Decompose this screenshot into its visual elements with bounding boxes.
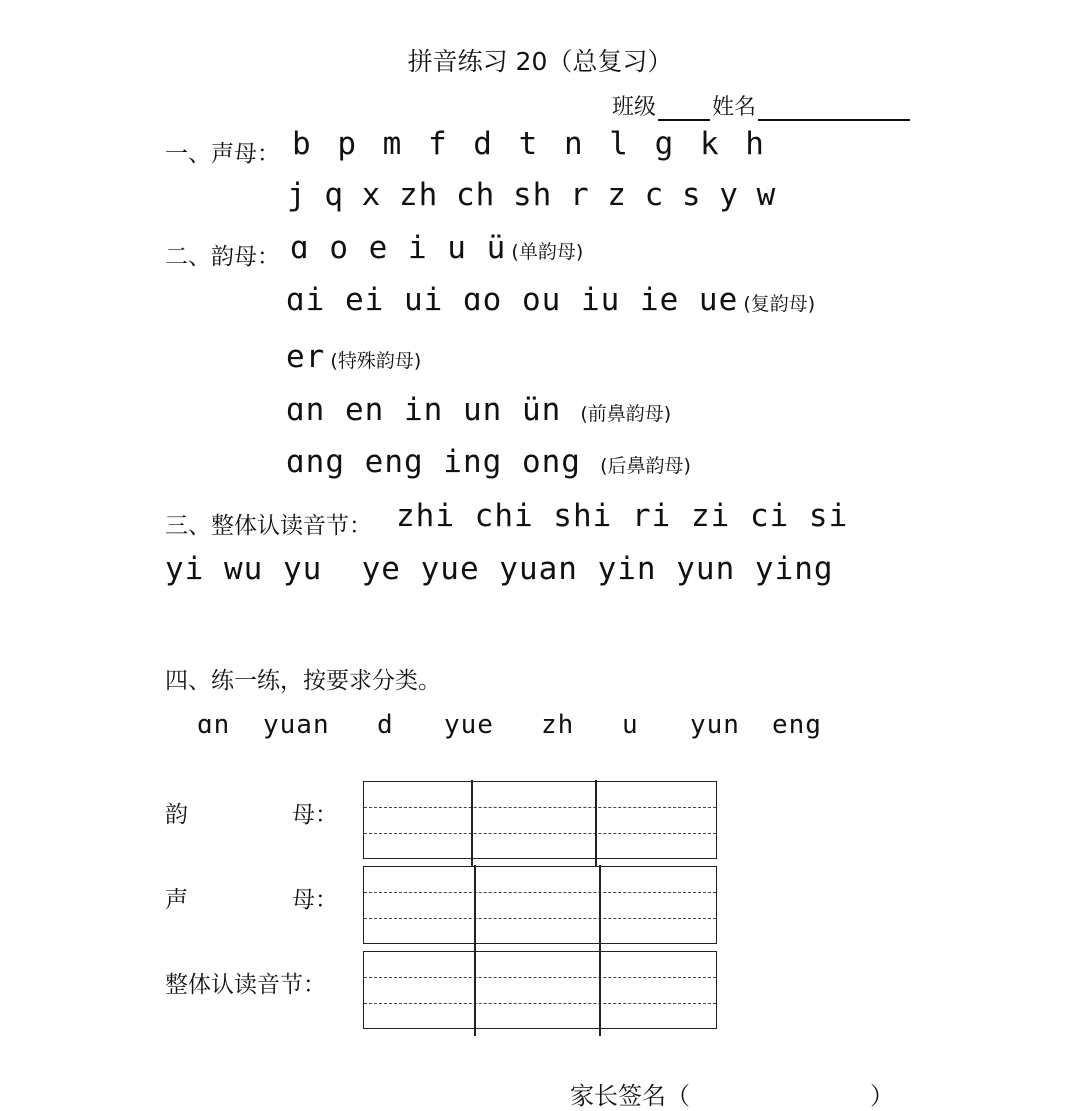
signature-label: 家长签名（ [570,1082,690,1110]
whole-syllables-line-2: yi wu yu ye yue yuan yin yun ying [165,551,834,587]
single-finals: ɑ o e i u ü [290,230,507,266]
class-blank[interactable] [658,97,710,121]
cell-divider [599,950,601,1036]
guide-line [364,892,716,893]
practice-word: ɑn [197,710,231,740]
finals-row-label-b: 母： [292,802,338,828]
compound-finals-row [286,282,815,318]
section1-label: 一、声母： [165,141,280,167]
compound-finals: ɑi ei ui ɑo ou iu ie ue [286,282,739,318]
whole-syllables-row-label: 整体认读音节： [165,972,326,998]
page-title: 拼音练习 20（总复习） [407,47,673,76]
cell-divider [471,780,473,866]
initials-row-label-b: 母： [292,887,338,913]
finals-answer-grid[interactable] [363,781,717,859]
class-label: 班级 [612,95,657,120]
cell-divider [595,780,597,866]
initials-row-label-a: 声 [165,887,188,913]
special-final-row [286,339,421,375]
initials-line-1: b p m f d t n l g k h [292,126,765,162]
guide-line [364,918,716,919]
whole-syllables-answer-grid[interactable] [363,951,717,1029]
whole-syllables-line-1: zhi chi shi ri zi ci si [396,498,849,534]
practice-word: d [377,710,394,740]
initials-line-2: j q x zh ch sh r z c s y w [287,177,777,213]
section3-label: 三、整体认读音节： [165,513,372,539]
practice-word: u [622,710,639,740]
front-nasal-row [286,392,671,428]
section2-label: 二、韵母： [165,244,280,270]
compound-finals-note: (复韵母) [743,293,816,315]
practice-word: yue [444,710,494,740]
single-finals-note: (单韵母) [511,241,584,263]
single-finals-row [290,230,583,266]
back-nasal-note: (后鼻韵母) [600,455,691,477]
class-name-line [612,90,910,121]
back-nasal-row [286,444,691,480]
guide-line [364,977,716,978]
finals-row-label-a: 韵 [165,802,188,828]
special-final: er [286,339,326,375]
special-final-note: (特殊韵母) [330,350,422,372]
guide-line [364,1003,716,1004]
initials-answer-grid[interactable] [363,866,717,944]
section4-label: 四、练一练，按要求分类。 [165,668,441,694]
front-nasal-finals: ɑn en in un ün [286,392,562,428]
practice-word: yun [690,710,740,740]
guide-line [364,807,716,808]
front-nasal-note: (前鼻韵母) [580,403,672,425]
name-blank[interactable] [758,97,910,121]
signature-close: ） [870,1082,894,1110]
guide-line [364,833,716,834]
cell-divider [474,950,476,1036]
practice-word: zh [541,710,575,740]
name-label: 姓名 [712,95,757,120]
practice-word: yuan [263,710,330,740]
cell-divider [474,865,476,951]
back-nasal-finals: ɑng eng ing ong [286,444,581,480]
cell-divider [599,865,601,951]
practice-word: eng [772,710,822,740]
